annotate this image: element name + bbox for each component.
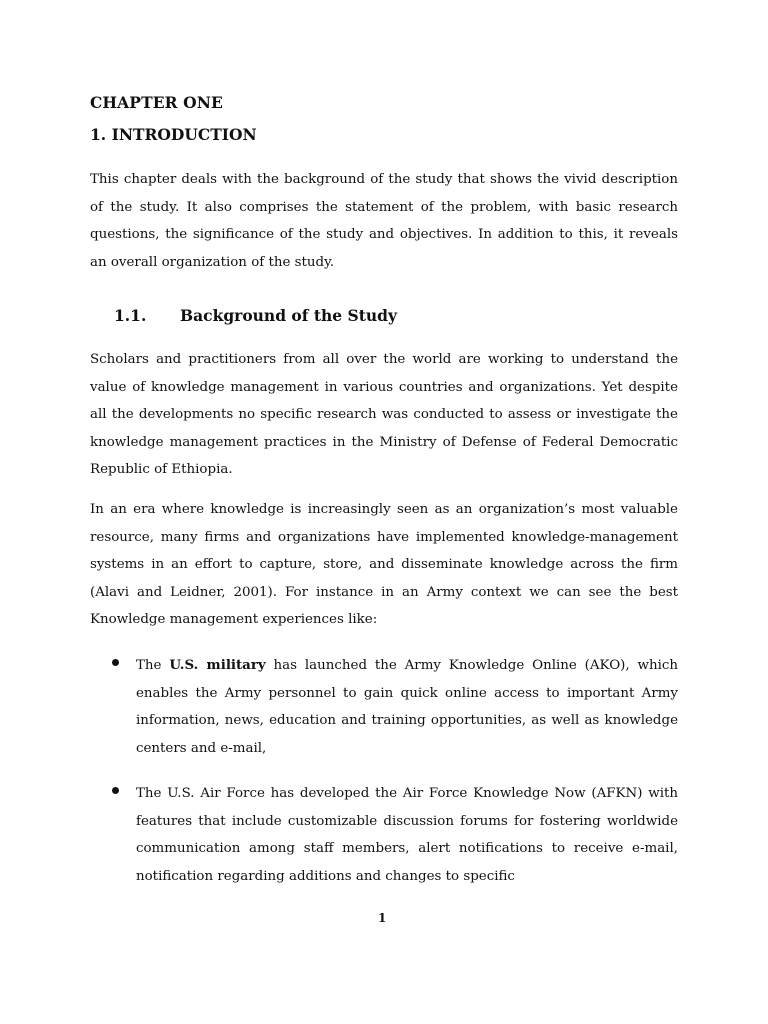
chapter-title: CHAPTER ONE: [90, 93, 223, 112]
bullet-bold-text: U.S. military: [169, 657, 266, 673]
bullet-item: [136, 652, 678, 762]
subsection-title: Background of the Study: [180, 306, 397, 325]
bullet-prefix: The: [136, 658, 170, 673]
bullet-icon: [112, 659, 119, 666]
page-number: 1: [378, 911, 387, 925]
section-title: 1. INTRODUCTION: [90, 125, 257, 144]
bullet-icon: [112, 787, 119, 794]
subsection-number: 1.1.: [114, 306, 147, 325]
bullet-rest: has launched the Army Knowledge Online (AKO), which enables the Army personnel to gain quick online access to important Army information, news, education and training opportunities, as well as knowledge centers and e-mail,: [136, 658, 679, 756]
bullet-item: The U.S. Air Force has developed the Air Force Knowledge Now (AFKN) with features that include customizable discussion forums for fostering worldwide communication among staff members, alert notifications to receive e-mail, notification regarding additions and changes to specific: [136, 786, 678, 884]
intro-paragraph: This chapter deals with the background of the study that shows the vivid description of the study. It also comprises the statement of the problem, with basic research questions, the significance of the study and objectives. In addition to this, it reveals an overall organization of the study.: [90, 172, 678, 270]
body-paragraph: Scholars and practitioners from all over the world are working to understand the value of knowledge management in various countries and organizations. Yet despite all the developments no specific research was conducted to assess or investigate the knowledge management practices in the Ministry of Defense of Federal Democratic Republic of Ethiopia.: [90, 352, 678, 477]
body-paragraph: In an era where knowledge is increasingly seen as an organization’s most valuable resource, many firms and organizations have implemented knowledge-management systems in an effort to capture, store, and disseminate knowledge across the firm (Alavi and Leidner, 2001). For instance in an Army context we can see the best Knowledge management experiences like:: [90, 502, 678, 627]
